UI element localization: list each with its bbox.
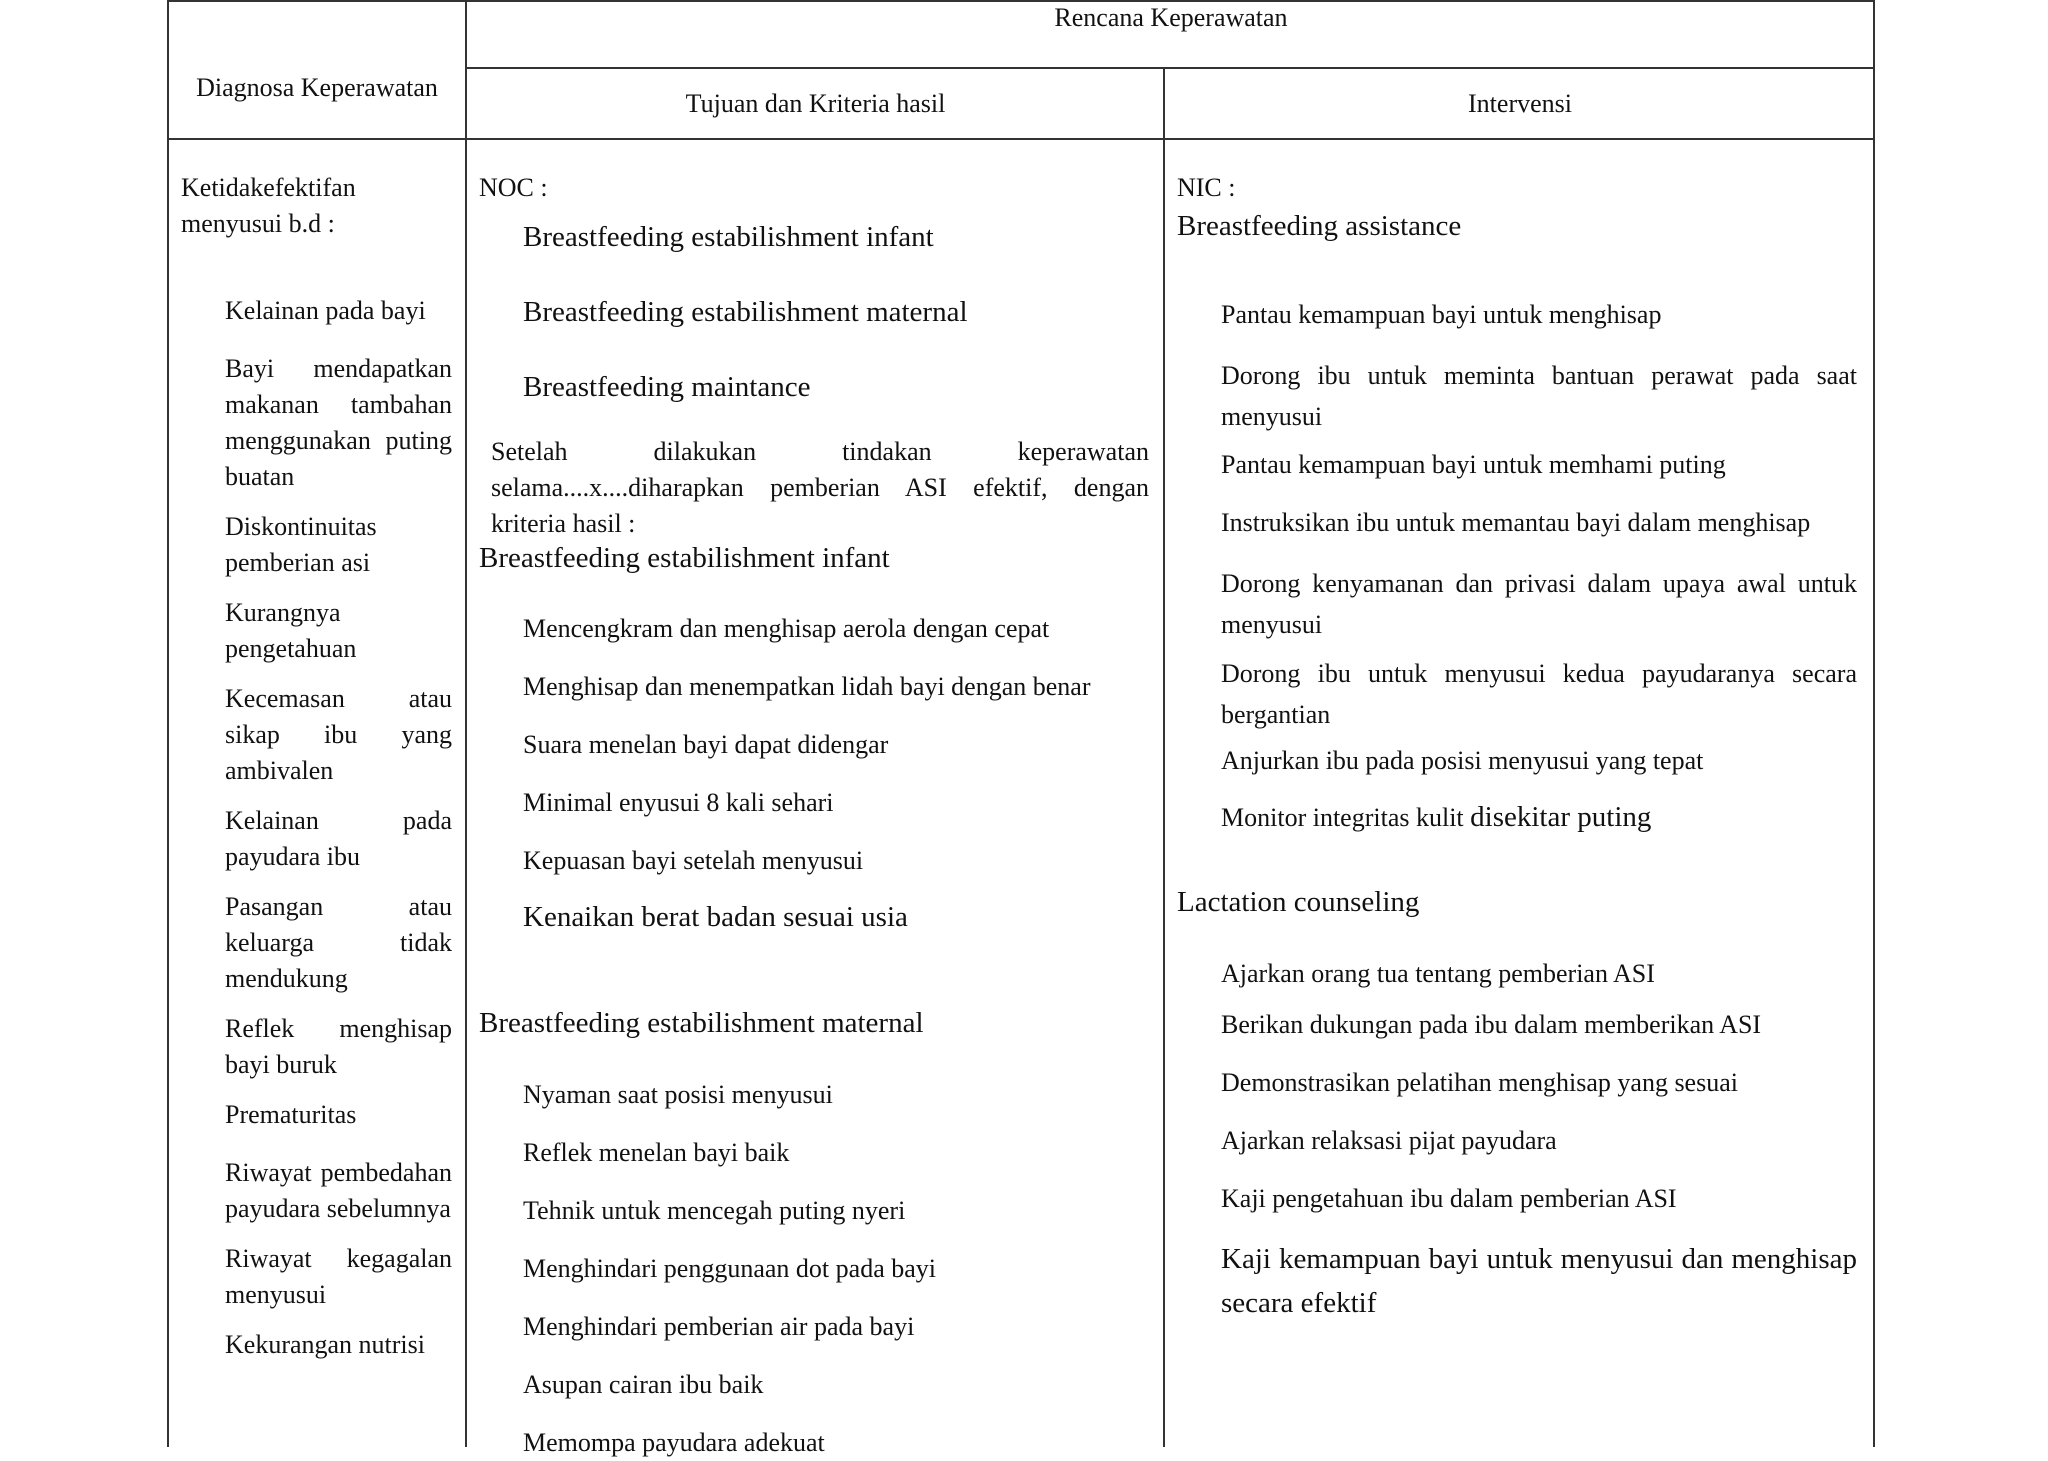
diagnosis-item: Kurangnya pengetahuan bbox=[225, 598, 357, 663]
noc-infant-item: Minimal enyusui 8 kali sehari bbox=[523, 788, 834, 817]
diagnosis-item: Bayi mendapatkan makanan tambahan menggunakan puting buatan bbox=[225, 354, 452, 491]
nic-assist-item: Dorong kenyamanan dan privasi dalam upaya awal untuk menyusui bbox=[1221, 569, 1857, 639]
noc-infant-item: Mencengkram dan menghisap aerola dengan cepat bbox=[523, 614, 1050, 643]
column-divider-tujuan bbox=[1163, 68, 1165, 1447]
noc-maternal-item: Menghindari pemberian air pada bayi bbox=[523, 1312, 915, 1341]
nic-assist-item: Dorong ibu untuk meminta bantuan perawat pada saat menyusui bbox=[1221, 361, 1857, 431]
diagnosis-item: Pasangan atau keluarga tidak mendukung bbox=[225, 892, 452, 993]
diagnosis-item: Diskontinuitas pemberian asi bbox=[225, 512, 377, 577]
nic-assist-item: Instruksikan ibu untuk memantau bayi dalam menghisap bbox=[1221, 508, 1811, 537]
row-divider-rencana bbox=[467, 67, 1875, 69]
diagnosis-list bbox=[225, 293, 452, 1363]
noc-infant-item: Menghisap dan menempatkan lidah bayi dengan benar bbox=[523, 672, 1091, 701]
noc-maternal-item: Menghindari penggunaan dot pada bayi bbox=[523, 1254, 936, 1283]
nic-assist-item-monitor bbox=[1221, 799, 1857, 836]
noc-statement: Setelah dilakukan tindakan keperawatan selama....x....diharapkan pemberian ASI efektif, dengan kriteria hasil : bbox=[491, 437, 1149, 538]
noc-maternal-heading: Breastfeeding estabilishment maternal bbox=[479, 1007, 924, 1039]
noc-infant-item: Kenaikan berat badan sesuai usia bbox=[523, 901, 908, 933]
nic-lactation-item: Berikan dukungan pada ibu dalam memberikan ASI bbox=[1221, 1010, 1762, 1039]
diagnosis-item: Riwayat kegagalan menyusui bbox=[225, 1244, 452, 1309]
nic-lactation-item: Kaji kemampuan bayi untuk menyusui dan menghisap secara efektif bbox=[1221, 1243, 1857, 1319]
diagnosis-item: Riwayat pembedahan payudara sebelumnya bbox=[225, 1158, 452, 1223]
nic-lactation-list bbox=[1221, 956, 1857, 1325]
noc-infant-item: Kepuasan bayi setelah menyusui bbox=[523, 846, 864, 875]
header-intervensi: Intervensi bbox=[1468, 89, 1572, 118]
diagnosis-item: Kecemasan atau sikap ibu yang ambivalen bbox=[225, 684, 452, 785]
nic-lactation-item: Ajarkan relaksasi pijat payudara bbox=[1221, 1126, 1557, 1155]
nic-lactation-item: Demonstrasikan pelatihan menghisap yang sesuai bbox=[1221, 1068, 1738, 1097]
noc-outcome: Breastfeeding maintance bbox=[523, 371, 811, 403]
diagnosis-title-line1: Ketidakefektifan bbox=[181, 173, 356, 202]
header-rencana: Rencana Keperawatan bbox=[1054, 3, 1288, 32]
header-diagnosa: Diagnosa Keperawatan bbox=[196, 73, 438, 102]
noc-maternal-item: Reflek menelan bayi baik bbox=[523, 1138, 790, 1167]
noc-infant-heading: Breastfeeding estabilishment infant bbox=[479, 542, 890, 574]
header-tujuan: Tujuan dan Kriteria hasil bbox=[685, 89, 946, 118]
nic-monitor-text: Monitor integritas kulit bbox=[1221, 803, 1471, 832]
nic-assist-item: Pantau kemampuan bayi untuk menghisap bbox=[1221, 300, 1662, 329]
diagnosis-title-line2: menyusui b.d : bbox=[181, 209, 335, 238]
nic-label: NIC : bbox=[1177, 173, 1236, 202]
nic-lactation-heading: Lactation counseling bbox=[1177, 886, 1420, 918]
diagnosis-item: Kekurangan nutrisi bbox=[225, 1330, 426, 1359]
diagnosis-item: Reflek menghisap bayi buruk bbox=[225, 1014, 452, 1079]
nic-lactation-item: Kaji pengetahuan ibu dalam pemberian ASI bbox=[1221, 1184, 1677, 1213]
diagnosis-item: Prematuritas bbox=[225, 1100, 357, 1129]
diagnosis-item: Kelainan pada bayi bbox=[225, 296, 426, 325]
noc-outcome: Breastfeeding estabilishment maternal bbox=[523, 296, 968, 328]
nic-assist-item: Anjurkan ibu pada posisi menyusui yang tepat bbox=[1221, 746, 1704, 775]
diagnosis-item: Kelainan pada payudara ibu bbox=[225, 806, 452, 871]
noc-maternal-list bbox=[523, 1077, 936, 1461]
nic-monitor-text-large: disekitar puting bbox=[1470, 801, 1652, 833]
nic-assist-list bbox=[1221, 297, 1857, 836]
noc-maternal-item: Memompa payudara adekuat bbox=[523, 1428, 825, 1457]
noc-outcome: Breastfeeding estabilishment infant bbox=[523, 221, 934, 253]
noc-maternal-item: Asupan cairan ibu baik bbox=[523, 1370, 764, 1399]
noc-label: NOC : bbox=[479, 173, 548, 202]
nic-assist-item: Pantau kemampuan bayi untuk memhami puting bbox=[1221, 450, 1726, 479]
column-divider-diagnosa bbox=[465, 0, 467, 1447]
noc-infant-item: Suara menelan bayi dapat didengar bbox=[523, 730, 889, 759]
noc-maternal-item: Nyaman saat posisi menyusui bbox=[523, 1080, 833, 1109]
row-divider-header bbox=[167, 138, 1875, 140]
nic-lactation-item: Ajarkan orang tua tentang pemberian ASI bbox=[1221, 959, 1655, 988]
nic-assist-heading: Breastfeeding assistance bbox=[1177, 210, 1462, 242]
nic-assist-item: Dorong ibu untuk menyusui kedua payudaranya secara bergantian bbox=[1221, 659, 1857, 729]
noc-infant-list bbox=[523, 611, 1090, 935]
noc-maternal-item: Tehnik untuk mencegah puting nyeri bbox=[523, 1196, 906, 1225]
